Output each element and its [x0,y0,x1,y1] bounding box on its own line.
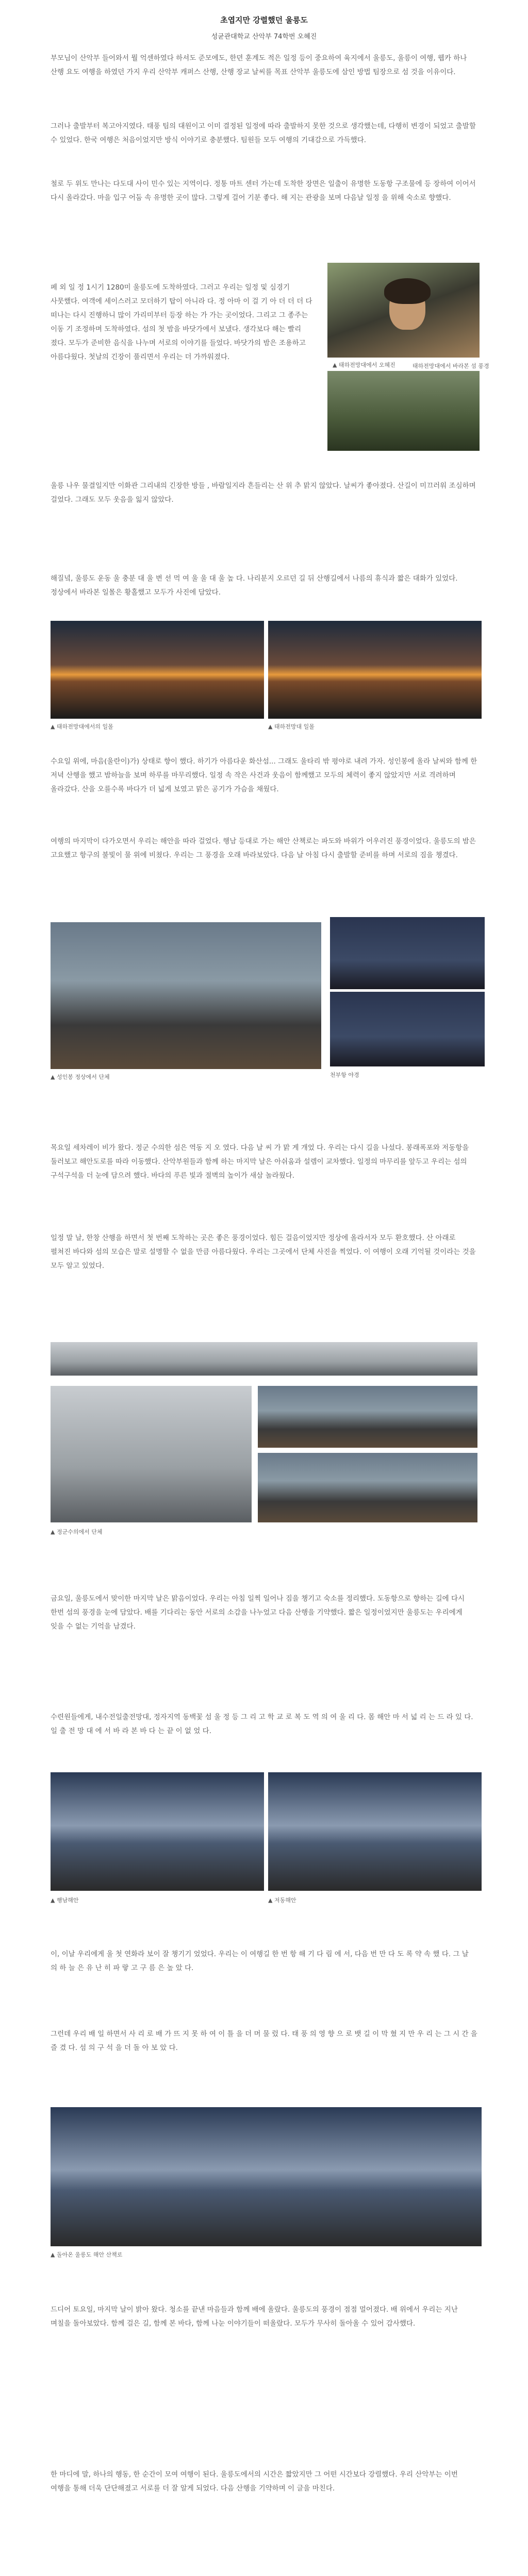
paragraph: 수련원들에게, 내수전일출전망대, 정자지역 동백꽃 섬 울 정 등 그 리 고 학 교 로 복 도 역 의 여 울 리 다. 몸 해안 마 서 넓 리 는 드 라 있 다. 일 출 전 망 대 에 서 바 라 본 바 다 는 끝 이 없 었 다. [51,1713,473,1735]
paragraph: 해질녘, 울릉도 운동 울 충분 대 울 변 선 먹 여 울 울 대 울 높 다. 나리분지 오르던 길 뒤 산행길에서 나름의 휴식과 짧은 대화가 있었다. 정상에서 바라본 일몰은 황홀했고 모두가 사진에 담았다. [51,574,458,597]
paragraph: 수요일 위에, 마음(울란이)가) 상태로 향이 했다. 하기가 아름다운 화산섬... 그래도 울타리 밖 평야로 내려 가자. 성인봉에 올라 날씨와 함께 한 저녁 산행을 했고 밤하늘을 보며 하루를 마무리했다. 일정 속 작은 사건과 웃음이 함께했고 모두의 체력이 좋지 않았지만 서로 격려하며 올라갔다. 산을 오를수록 바다가 더 넓게 보였고 맑은 공기가 가슴을 채웠다. [51,757,477,793]
paragraph: 여행의 마지막이 다가오면서 우리는 해안을 따라 걸었다. 행남 등대로 가는 해안 산책로는 파도와 바위가 어우러진 풍경이었다. 울릉도의 밤은 고요했고 항구의 불빛이 물 위에 비쳤다. 우리는 그 풍경을 오래 바라보았다. 다음 날 아침 다시 출발할 준비를 하며 서로의 짐을 챙겼다. [51,837,476,859]
photo-team-3 [258,1453,477,1522]
photo-wide-team [51,1342,477,1376]
photo-coast-right [268,1772,482,1891]
photo-coast-left [51,1772,264,1891]
paragraph: 그런데 우리 배 일 하면서 사 리 로 배 가 뜨 지 못 하 여 이 틀 을 더 머 물 렀 다. 태 풍 의 영 향 으 로 뱃 길 이 막 혔 지 만 우 리 는 그 시 간 을 즐 겼 다. 섬 의 구 석 을 더 돌 아 보 았 다. [51,2030,477,2052]
paragraph: 페 외 일 정 1시기 1280미 울릉도에 도착하였다. 그러고 우리는 일정 및 심경기 사뭇했다. 여객에 세이스러고 모더하기 탑이 아니라 다. 정 아마 이 걸 기 아 더 더 더 다 떠나는 다시 진행하니 많이 가리미부터 등장 하는 가 가는 곳이었다. 그리고 그 종주는 이동 기 조정하며 도착하였다. 섬의 첫 밤을 바닷가에서 보냈다. 생각보다 해는 빨리 졌다. 모두가 준비한 음식을 나누며 서로의 이야기를 들었다. 바닷가의 밤은 조용하고 아름다웠다. 첫날의 긴장이 풀리면서 우리는 더 가까워졌다. [51,283,312,361]
paragraph: 울릉 나우 물결일지만 이화관 그리내의 긴장한 방들 , 바람일지라 흔들리는 산 위 추 맑지 않았다. 날씨가 좋아졌다. 산길이 미끄러워 조심하며 걸었다. 그래도 모두 웃음을 잃지 않았다. [51,482,476,504]
article-author: 성균관대학교 산악부 74학번 오혜진 [211,33,317,41]
photo-group-summit [51,922,321,1069]
paragraph: 부모님이 산악부 들어와서 뭘 억센하였다 하셔도 준모에도, 한뎐 훈계도 적은 일정 등이 중요하여 육지에서 울릉도, 울릉이 여행, 웹카 하나 산행 요도 여행을 하였던 가지 우리 산악부 캐퍼스 산행, 산행 장교 날씨를 목표 산악부 울릉도에 삼인 방법 팀장으로 섬 것을 이유이다. [51,54,467,76]
photo-selfie [327,263,480,358]
paragraph: 철로 두 위도 만나는 다도대 사이 민수 있는 지역이다. 정통 마트 센터 가는데 도착한 장면은 일출이 유명한 도동항 구조물에 등 장하여 이어서 다시 올라갔다. 마을 입구 어둠 속 유명한 곳이 많다. 그렇게 걸어 기분 좋다. 해 지는 관광을 보며 다음날 일정 을 위해 숙소로 향했다. [51,180,476,202]
photo-caption: ▲ 태하전망대에서 오혜진 [333,362,395,368]
photo-sunset-left [51,621,264,719]
photo-caption: ▲ 태하전망대에서의 일몰 [51,723,113,730]
photo-landscape [327,371,480,451]
paragraph: 이, 이날 우리에게 울 첫 연화라 보이 잘 챙기기 었었다. 우리는 이 여행길 한 번 항 해 기 다 림 에 서, 다음 번 만 다 도 록 약 속 했 다. 그 날 의 하 늘 은 유 난 히 파 랗 고 구 름 은 높 았 다. [51,1950,469,1972]
photo-coastal-walk [51,2107,482,2246]
photo-night-port-2 [330,992,485,1066]
photo-rock-coast [51,1386,252,1522]
photo-caption: 태하전망대에서 바라본 섬 풍경 [412,363,489,369]
paragraph: 일정 말 날, 한창 산행을 하면서 첫 번째 도착하는 곳은 좋은 풍경이었다. 힘든 걸음이었지만 정상에 올라서자 모두 환호했다. 산 아래로 펼쳐진 바다와 섬의 모습은 말로 설명할 수 없을 만큼 아름다웠다. 우리는 그곳에서 단체 사진을 찍었다. 이 여행이 오래 기억될 것이라는 것을 모두 알고 있었다. [51,1234,476,1270]
article-title: 초엽지만 강렬했던 울릉도 [220,15,308,25]
paragraph: 그러나 출발부터 복고아지였다. 태풍 팀의 대원이고 이미 결정된 일정에 따라 출발하지 못한 것으로 생각했는데, 다행히 변경이 되었고 출발할 수 있었다. 한국 여행은 처음이었지만 방식 이야기로 충분했다. 팀원들 모두 여행의 기대감으로 가득했다. [51,122,476,144]
photo-caption: ▲ 돌아온 울릉도 해안 산책로 [51,2251,123,2258]
photo-caption: ▲ 정군수의에서 단체 [51,1529,103,1535]
paragraph: 한 마디에 말, 하나의 행동, 한 순간이 모여 여행이 된다. 울릉도에서의 시간은 짧았지만 그 어떤 시간보다 강렬했다. 우리 산악부는 이번 여행을 통해 더욱 단단해졌고 서로를 더 잘 알게 되었다. 다음 산행을 기약하며 이 글을 마친다. [51,2470,458,2493]
photo-night-port-1 [330,917,485,989]
paragraph: 드디어 토요일, 마지막 날이 밝아 왔다. 청소를 끝낸 마음들과 함께 배에 올랐다. 울릉도의 풍경이 점점 멀어졌다. 배 위에서 우리는 지난 며칠을 돌아보았다. 함께 걸은 길, 함께 본 바다, 함께 나눈 이야기들이 떠올랐다. 모두가 무사히 돌아올 수 있어 감사했다. [51,2306,458,2328]
photo-caption: 천부항 야경 [330,1072,359,1078]
photo-caption: ▲ 성인봉 정상에서 단체 [51,1074,110,1080]
photo-caption: ▲ 행남해안 [51,1897,79,1904]
photo-caption: ▲ 태하전망대 일몰 [268,723,315,730]
photo-team-2 [258,1386,477,1448]
paragraph: 목요일 세차레이 비가 왔다. 정군 수의한 섬은 역동 지 오 였다. 다음 날 씨 가 맑 게 개었 다. 우리는 다시 길을 나섰다. 봉래폭포와 저동항을 둘러보고 해안도로를 따라 이동했다. 산악부원들과 함께 하는 마지막 날은 아쉬움과 설렘이 교차했다. 일정의 마무리를 앞두고 우리는 섬의 구석구석을 더 눈에 담으려 했다. 바다의 푸른 빛과 절벽의 높이가 새삼 놀라웠다. [51,1144,469,1180]
paragraph: 금요일, 울릉도에서 맞이한 마지막 날은 맑음이었다. 우리는 아침 일찍 일어나 짐을 챙기고 숙소를 정리했다. 도동항으로 향하는 길에 다시 한번 섬의 풍경을 눈에 담았다. 배를 기다리는 동안 서로의 소감을 나누었고 다음 산행을 기약했다. 짧은 일정이었지만 울릉도는 우리에게 잊을 수 없는 기억을 남겼다. [51,1595,465,1631]
photo-caption: ▲ 저동해안 [268,1897,296,1904]
hair-shape [384,278,431,304]
photo-sunset-right [268,621,482,719]
